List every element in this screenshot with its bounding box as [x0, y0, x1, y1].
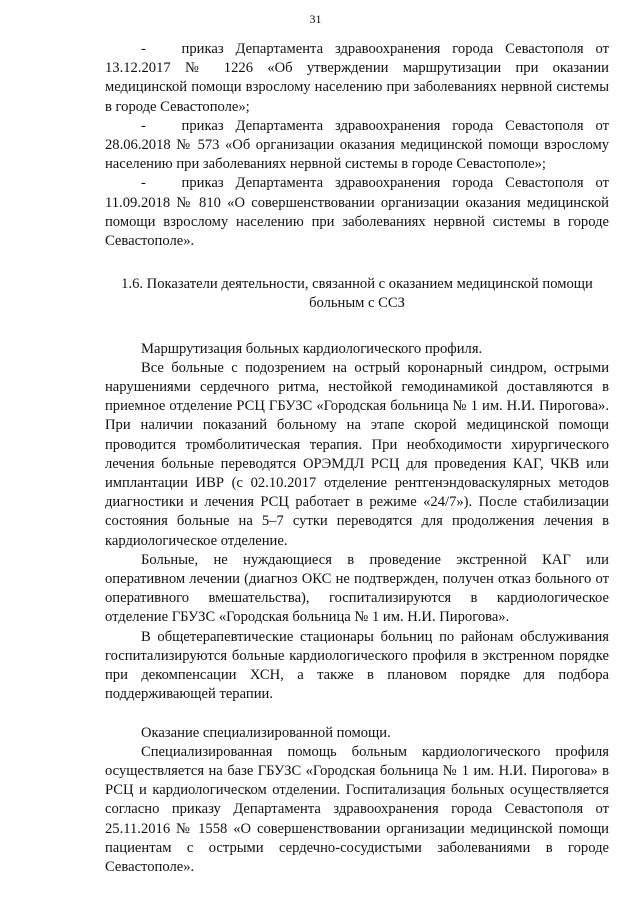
paragraph-routing-1: Все больные с подозрением на острый коронарный синдром, острыми нарушениями сердечного ритма, нестойкой гемодинамикой доставляются в приемное отделение РСЦ ГБУЗС «Городская больница № 1 им. Н.И. Пирогова». При наличии показаний больному на этапе скорой медицинской помощи проводится тромболитическая терапия. При необходимости хирургического лечения больные переводятся ОРЭМДЛ РСЦ для проведения КАГ, ЧКВ или имплантации ИВР (с 02.10.2017 отделение рентгенэндоваскулярных методов диагностики и лечения РСЦ работает в режиме «24/7»). После стабилизации состояния больные на 5–7 сутки переводятся для продолжения лечения в кардиологическое отделение.: [105, 359, 609, 549]
paragraph-routing-title: Маршрутизация больных кардиологического профиля.: [141, 340, 483, 357]
list-item: - приказ Департамента здравоохранения города Севастополя от 11.09.2018 № 810 «О совершенствовании организации оказания медицинской помощи взрослому населению при заболеваниях нервной системы в городе Севастополе».: [105, 175, 609, 250]
document-body: [105, 40, 609, 877]
paragraph-routing-3: В общетерапевтические стационары больниц по районам обслуживания госпитализируются больные кардиологического профиля в экстренном порядке при декомпенсации ХСН, а также в плановом порядке для подбора поддерживающей терапии.: [105, 628, 609, 703]
paragraph-special-title: Оказание специализированной помощи.: [141, 724, 391, 741]
spacer: [105, 705, 609, 724]
page-number: 31: [309, 12, 322, 26]
paragraph-special-1: Специализированная помощь больным кардиологического профиля осуществляется на базе ГБУЗС «Городская больница № 1 им. Н.И. Пирогова» в РСЦ и кардиологическом отделении. Госпитализация больных осуществляется согласно приказу Департамента здравоохранения города Севастополя от 25.11.2016 № 1558 «О совершенствовании организации медицинской помощи пациентам с острыми сердечно-сосудистыми заболеваниями в городе Севастополе».: [105, 743, 609, 875]
list-item: - приказ Департамента здравоохранения города Севастополя от 28.06.2018 № 573 «Об организации оказания медицинской помощи взрослому населению при заболеваниях нервной системы в городе Севастополе»;: [105, 117, 609, 173]
section-heading: 1.6. Показатели деятельности, связанной с оказанием медицинской помощи больным с ССЗ: [121, 276, 593, 312]
paragraph-routing-2: Больные, не нуждающиеся в проведение экстренной КАГ или оперативном лечении (диагноз ОКС не подтвержден, получен отказ больного от оперативного вмешательства), госпитализируются в кардиологическое отделение ГБУЗС «Городская больница № 1 им. Н.И. Пирогова».: [105, 551, 609, 626]
list-item: - приказ Департамента здравоохранения города Севастополя от 13.12.2017 № 1226 «Об утверждении маршрутизации при оказании медицинской помощи взрослому населению при заболеваниях нервной системы в городе Севастополе»;: [105, 41, 609, 115]
